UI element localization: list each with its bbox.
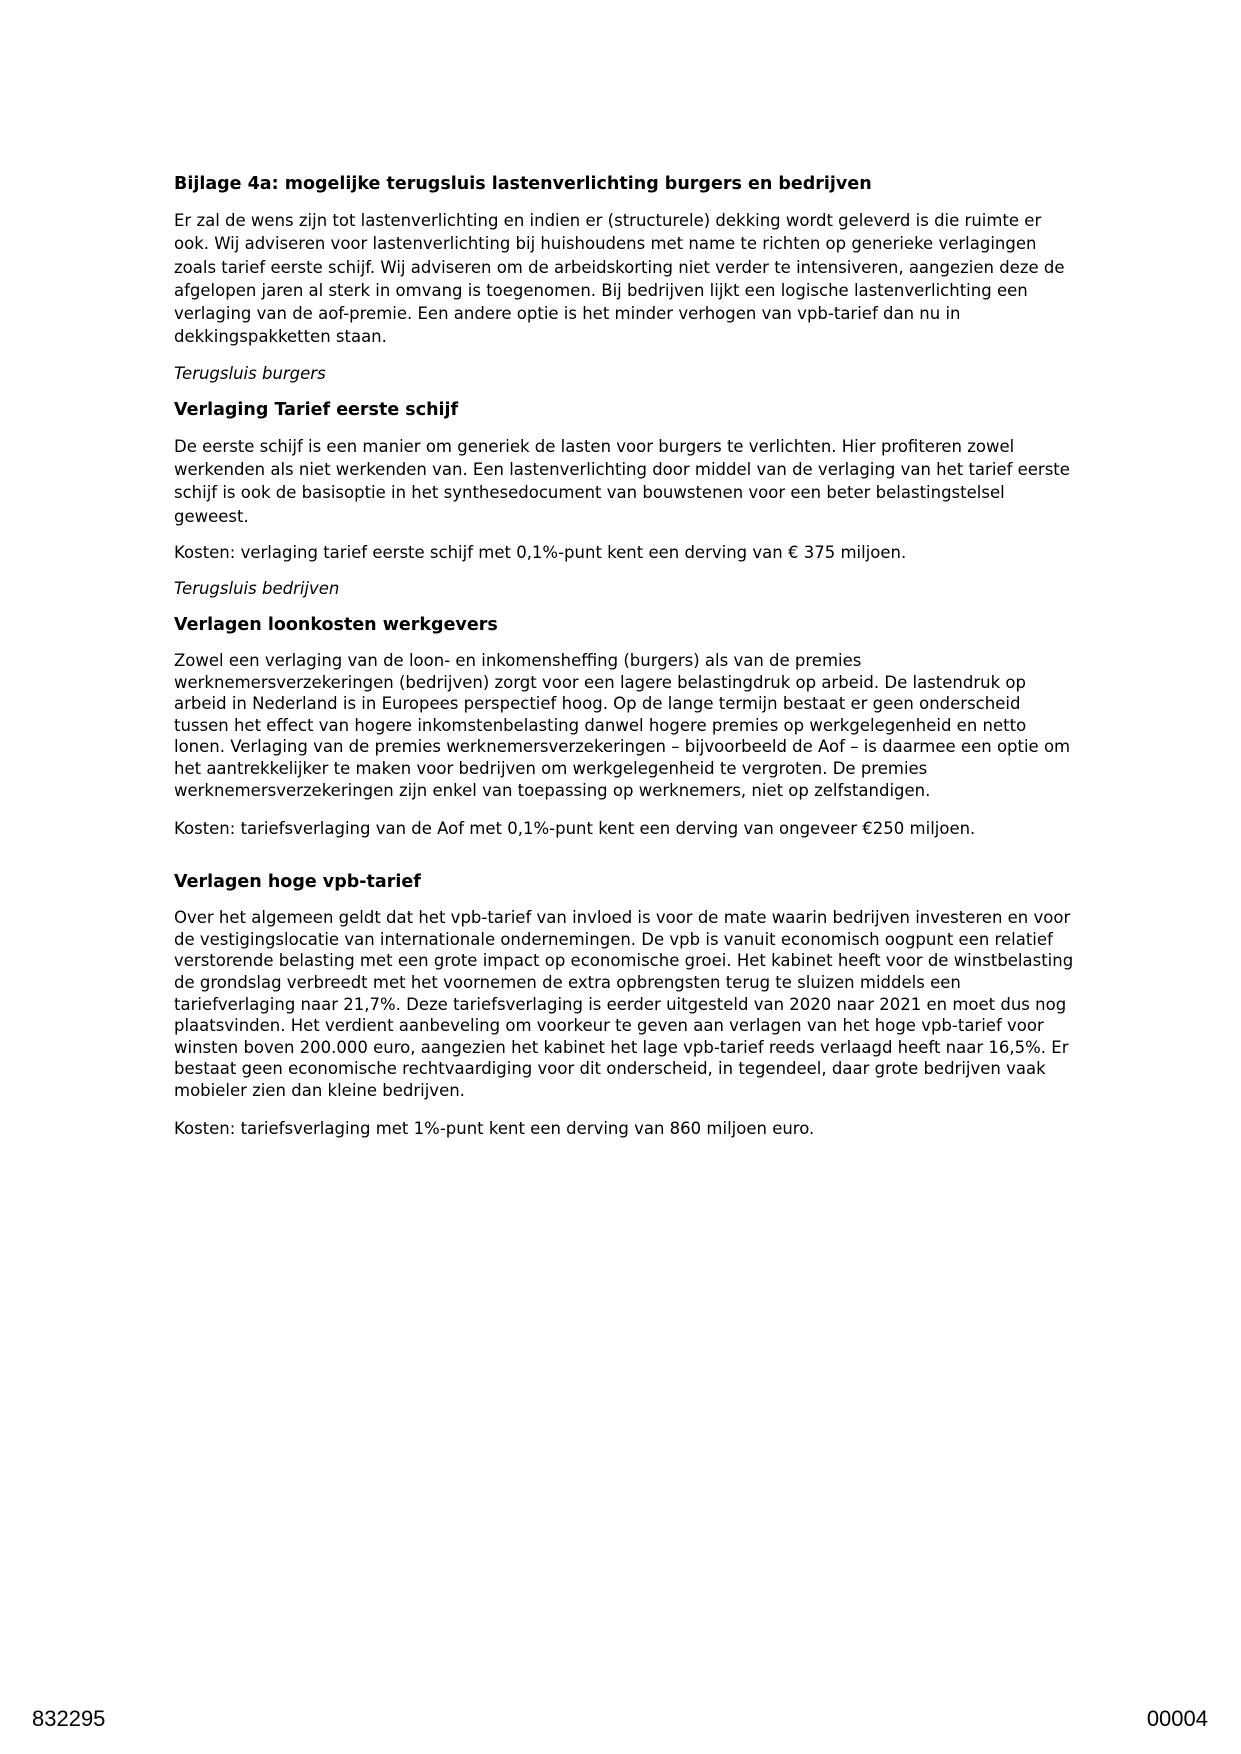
section-cost-vpb: Kosten: tariefsverlaging met 1%-punt kent een derving van 860 miljoen euro.	[174, 1119, 815, 1139]
section-heading-vpb: Verlagen hoge vpb-tarief	[174, 872, 421, 893]
section-label-burgers: Terugsluis burgers	[174, 363, 326, 383]
section-body-tarief: De eerste schijf is een manier om generiek de lasten voor burgers te verlichten. Hier profiteren zowel werkenden als niet werkenden van. Een lastenverlichting door middel van de verlaging van het tarief eerste schijf is ook de basisoptie in het synthesedocument van bouwstenen voor een beter belastingstelsel geweest.	[174, 436, 1070, 526]
intro-paragraph: Er zal de wens zijn tot lastenverlichting en indien er (structurele) dekking wordt geleverd is die ruimte er ook. Wij adviseren voor lastenverlichting bij huishoudens met name te richten op generieke verlagingen zoals tarief eerste schijf. Wij adviseren om de arbeidskorting niet verder te intensiveren, aangezien deze de afgelopen jaren al sterk in omvang is toegenomen. Bij bedrijven lijkt een logische lastenverlichting een verlaging van de aof-premie. Een andere optie is het minder verhogen van vpb-tarief dan nu in dekkingspakketten staan.	[174, 211, 1065, 347]
section-body-loonkosten: Zowel een verlaging van de loon- en inkomensheffing (burgers) als van de premies werknemersverzekeringen (bedrijven) zorgt voor een lagere belastingdruk op arbeid. De lastendruk op arbeid in Nederland is in Europees perspectief hoog. Op de lange termijn bestaat er geen onderscheid tussen het effect van hogere inkomstenbelasting danwel hogere premies op werkgelegenheid en netto lonen. Verlaging van de premies werknemersverzekeringen – bijvoorbeeld de Aof – is daarmee een optie om het aantrekkelijker te maken voor bedrijven om werkgelegenheid te vergroten. De premies werknemersverzekeringen zijn enkel van toepassing op werknemers, niet op zelfstandigen.	[174, 650, 1071, 800]
footer-document-number: 832295	[32, 1706, 106, 1731]
document-body	[174, 172, 1074, 1153]
section-heading-tarief: Verlaging Tarief eerste schijf	[174, 399, 459, 420]
section-body-vpb: Over het algemeen geldt dat het vpb-tarief van invloed is voor de mate waarin bedrijven investeren en voor de vestigingslocatie van internationale ondernemingen. De vpb is vanuit economisch oogpunt een relatief verstorende belasting met een grote impact op economische groei. Het kabinet heeft voor de winstbelasting de grondslag verbreedt met het voornemen de extra opbrengsten terug te sluizen middels een tariefverlaging naar 21,7%. Deze tariefsverlaging is eerder uitgesteld van 2020 naar 2021 en moet dus nog plaatsvinden. Het verdient aanbeveling om voorkeur te geven aan verlagen van het hoge vpb-tarief voor winsten boven 200.000 euro, aangezien het kabinet het lage vpb-tarief reeds verlaagd heeft naar 16,5%. Er bestaat geen economische rechtvaardiging voor dit onderscheid, in tegendeel, daar grote bedrijven vaak mobieler zien dan kleine bedrijven.	[174, 908, 1074, 1100]
footer-page-number: 00004	[1146, 1706, 1208, 1731]
section-cost-tarief: Kosten: verlaging tarief eerste schijf met 0,1%-punt kent een derving van € 375 miljoen.	[174, 542, 907, 562]
section-heading-loonkosten: Verlagen loonkosten werkgevers	[174, 614, 498, 635]
section-cost-loonkosten: Kosten: tariefsverlaging van de Aof met 0,1%-punt kent een derving van ongeveer €250 miljoen.	[174, 819, 976, 839]
section-label-bedrijven: Terugsluis bedrijven	[174, 578, 340, 598]
document-title: Bijlage 4a: mogelijke terugsluis lastenverlichting burgers en bedrijven	[174, 174, 872, 194]
